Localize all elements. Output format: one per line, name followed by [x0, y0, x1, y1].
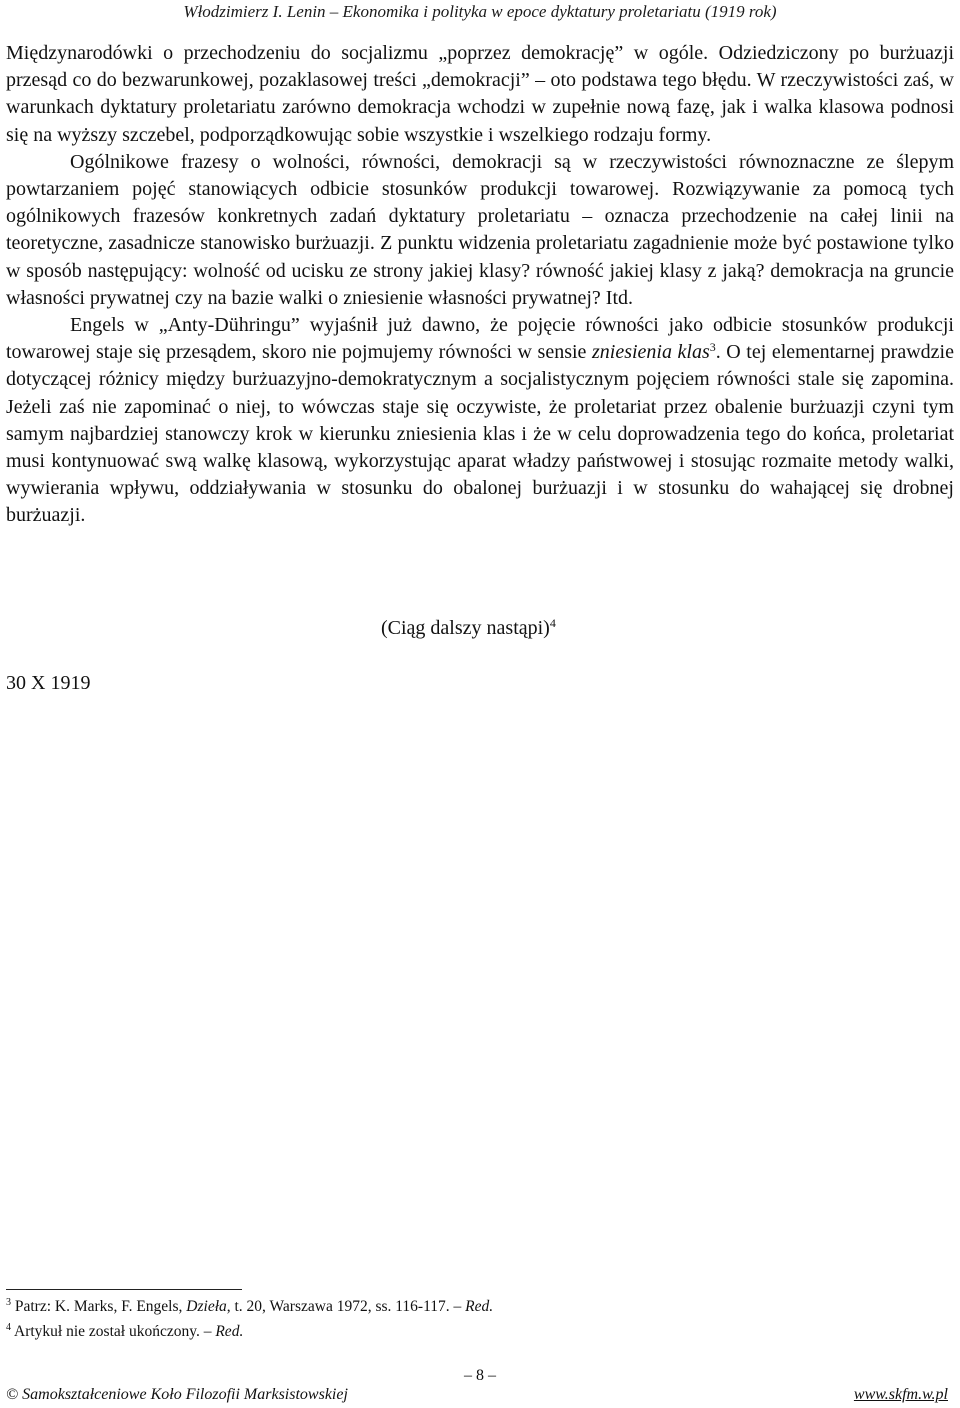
article-body: [6, 40, 954, 530]
paragraph-3-text-b: . O tej elementarnej prawdzie dotyczącej różnicy między burżuazyjno-demokratycznym a socjalistycznym pojęciem równości stale się zapomina. Jeżeli zaś nie zapominać o niej, to wówczas staje się oczywiste, że proletariat przez obalenie burżuazji czyni tym samym najbardziej stanowczy krok w kierunku zniesienia klas i że w celu doprowadzenia tego do końca, proletariat musi kontynuować swą walkę klasową, wykorzystując aparat władzy państwowej i stosując rozmaite metody walki, wywierania wpływu, oddziaływania w stosunku do obalonej burżuazji i w stosunku do wahającej się drobnej burżuazji.: [6, 341, 954, 527]
footer-copyright: © Samokształceniowe Koło Filozofii Marksistowskiej: [6, 1386, 348, 1403]
paragraph-3: [6, 312, 954, 530]
footnote-3-mark: 3: [6, 1297, 11, 1308]
footnote-3-title: Dzieła: [186, 1298, 227, 1315]
footnote-ref-4[interactable]: 4: [549, 616, 556, 630]
continuation-text: (Ciąg dalszy nastąpi): [381, 617, 550, 639]
footer-website-link[interactable]: www.skfm.w.pl: [853, 1386, 948, 1403]
footnote-ref-3[interactable]: 3: [709, 340, 716, 355]
page-number: – 8 –: [464, 1367, 496, 1384]
footnote-3-text-a: Patrz: K. Marks, F. Engels,: [11, 1298, 187, 1315]
footnote-4-red: Red.: [215, 1323, 244, 1340]
paragraph-1: Międzynarodówki o przechodzeniu do socjalizmu „poprzez demokrację” w ogóle. Odziedziczony po burżuazji przesąd co do bezwarunkowej, pozaklasowej treści „demokracji” – oto podstawa tego błędu. W rzeczywistości zaś, w warunkach dyktatury proletariatu zarówno demokracja wchodzi w zupełnie nową fazę, jak i walka klasowa podnosi się na wyższy szczebel, podporządkowując sobie wszystkie i wszelkiego rodzaju formy.: [6, 42, 954, 146]
footnote-4-mark: 4: [6, 1322, 11, 1333]
footnote-3-text-b: , t. 20, Warszawa 1972, ss. 116-117. –: [226, 1298, 466, 1315]
footnote-divider: [6, 1289, 242, 1290]
footnote-4-text: Artykuł nie został ukończony. –: [11, 1323, 216, 1340]
continuation-note: [381, 617, 556, 640]
footnote-3: [6, 1294, 946, 1319]
footnote-3-red: Red.: [465, 1298, 494, 1315]
paragraph-3-text-a: Engels w „Anty-Dühringu” wyjaśnił już dawno, że pojęcie równości jako odbicie stosunków produkcji towarowej staje się przesądem, skoro nie pojmujemy równości w sensie: [6, 314, 954, 364]
footnote-4: [6, 1319, 946, 1344]
article-date: 30 X 1919: [6, 672, 91, 694]
paragraph-2: Ogólnikowe frazesy o wolności, równości, demokracji są w rzeczywistości równoznaczne ze ślepym powtarzaniem pojęć stanowiących odbicie stosunków produkcji towarowej. Rozwiązywanie za pomocą tych ogólnikowych frazesów konkretnych zadań dyktatury proletariatu – oznacza przechodzenie na całej linii na teoretyczne, zasadnicze stanowisko burżuazji. Z punktu widzenia proletariatu zagadnienie może być postawione tylko w sposób następujący: wolność od ucisku ze strony jakiej klasy? równość jakiej klasy z jaką? demokracja na gruncie własności prywatnej czy na bazie walki o zniesienie własności prywatnej? Itd.: [6, 150, 954, 309]
running-header: Włodzimierz I. Lenin – Ekonomika i polityka w epoce dyktatury proletariatu (1919 rok): [183, 2, 777, 21]
emphasis-zniesienia-klas: zniesienia klas: [591, 341, 710, 364]
footnotes: [6, 1294, 946, 1344]
